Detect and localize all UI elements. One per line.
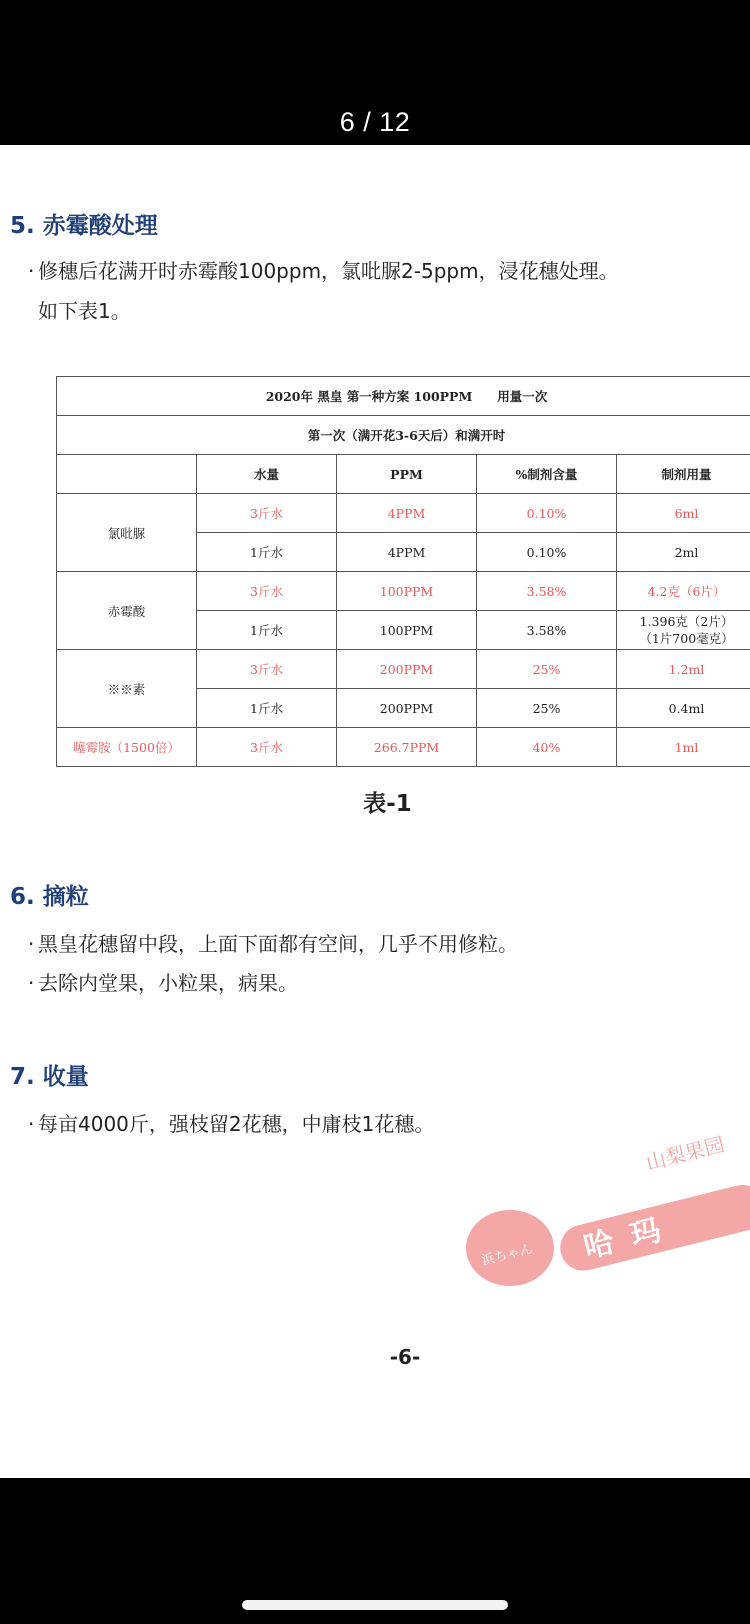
table-header-cell: 水量 bbox=[197, 455, 337, 494]
watermark-badge-text: 浜ちゃん bbox=[480, 1241, 535, 1269]
section-7-heading: 7. 收量 bbox=[10, 1064, 89, 1090]
table-cell: 4.2克（6片） bbox=[617, 572, 750, 611]
section-5-line-2: 如下表1。 bbox=[38, 299, 131, 323]
viewer-top-bar bbox=[0, 0, 750, 145]
table-cell: 266.7PPM bbox=[337, 728, 477, 767]
table-cell: 6ml bbox=[617, 494, 750, 533]
watermark-brand-text: 哈玛 bbox=[580, 1208, 683, 1266]
table-cell: 200PPM bbox=[337, 650, 477, 689]
table-cell: 25% bbox=[477, 689, 617, 728]
section-7-line-1: · 每亩4000斤，强枝留2花穗，中庸枝1花穗。 bbox=[28, 1112, 435, 1136]
table-cell: 4PPM bbox=[337, 494, 477, 533]
dosage-table bbox=[56, 376, 750, 767]
table-row bbox=[57, 572, 750, 611]
document-page[interactable] bbox=[0, 145, 750, 1478]
table-cell: 3.58% bbox=[477, 572, 617, 611]
table-cell: 1.396克（2片） （1片700毫克） bbox=[617, 611, 750, 650]
table-subtitle-row bbox=[57, 416, 750, 455]
group-name: 噻霉胺（1500倍） bbox=[57, 728, 197, 767]
table-header-cell: PPM bbox=[337, 455, 477, 494]
table-cell: 1斤水 bbox=[197, 533, 337, 572]
table-cell: 100PPM bbox=[337, 611, 477, 650]
table-row bbox=[57, 494, 750, 533]
table-cell: 4PPM bbox=[337, 533, 477, 572]
home-indicator[interactable] bbox=[242, 1600, 508, 1610]
section-5-line-1: · 修穗后花满开时赤霉酸100ppm，氯吡脲2-5ppm，浸花穗处理。 bbox=[28, 259, 619, 283]
table-cell: 25% bbox=[477, 650, 617, 689]
table-cell: 200PPM bbox=[337, 689, 477, 728]
table-cell: 2ml bbox=[617, 533, 750, 572]
table-cell: 40% bbox=[477, 728, 617, 767]
page-number: -6- bbox=[389, 1345, 421, 1369]
table-header-cell: %制剂含量 bbox=[477, 455, 617, 494]
group-name: ※※素 bbox=[57, 650, 197, 728]
table-header-cell: 制剂用量 bbox=[617, 455, 750, 494]
table-cell: 0.10% bbox=[477, 494, 617, 533]
group-name: 赤霉酸 bbox=[57, 572, 197, 650]
table-cell: 0.10% bbox=[477, 533, 617, 572]
page-indicator: 6 / 12 bbox=[339, 107, 411, 137]
table-cell: 1斤水 bbox=[197, 611, 337, 650]
table-cell: 100PPM bbox=[337, 572, 477, 611]
section-5-heading: 5. 赤霉酸处理 bbox=[10, 213, 158, 239]
group-name: 氯吡脲 bbox=[57, 494, 197, 572]
table-caption: 表-1 bbox=[363, 791, 412, 817]
section-6-heading: 6. 摘粒 bbox=[10, 884, 89, 910]
table-cell: 3斤水 bbox=[197, 572, 337, 611]
table-title: 2020年 黑皇 第一种方案 100PPM 用量一次 bbox=[57, 377, 750, 416]
table-header-row bbox=[57, 455, 750, 494]
table-cell: 3斤水 bbox=[197, 650, 337, 689]
table-cell: 0.4ml bbox=[617, 689, 750, 728]
table-cell: 3.58% bbox=[477, 611, 617, 650]
section-6-line-1: · 黑皇花穗留中段，上面下面都有空间，几乎不用修粒。 bbox=[28, 932, 518, 956]
table-row bbox=[57, 728, 750, 767]
table-cell: 3斤水 bbox=[197, 494, 337, 533]
table-header-cell bbox=[57, 455, 197, 494]
table-cell: 1斤水 bbox=[197, 689, 337, 728]
table-cell: 1.2ml bbox=[617, 650, 750, 689]
table-cell: 1ml bbox=[617, 728, 750, 767]
table-subtitle: 第一次（满开花3-6天后）和满开时 bbox=[57, 416, 750, 455]
table-cell: 3斤水 bbox=[197, 728, 337, 767]
watermark-stamp bbox=[460, 1130, 750, 1300]
table-title-row bbox=[57, 377, 750, 416]
table-row bbox=[57, 650, 750, 689]
watermark-line1: 山梨果园 bbox=[643, 1132, 727, 1175]
section-6-line-2: · 去除内堂果，小粒果，病果。 bbox=[28, 971, 298, 995]
